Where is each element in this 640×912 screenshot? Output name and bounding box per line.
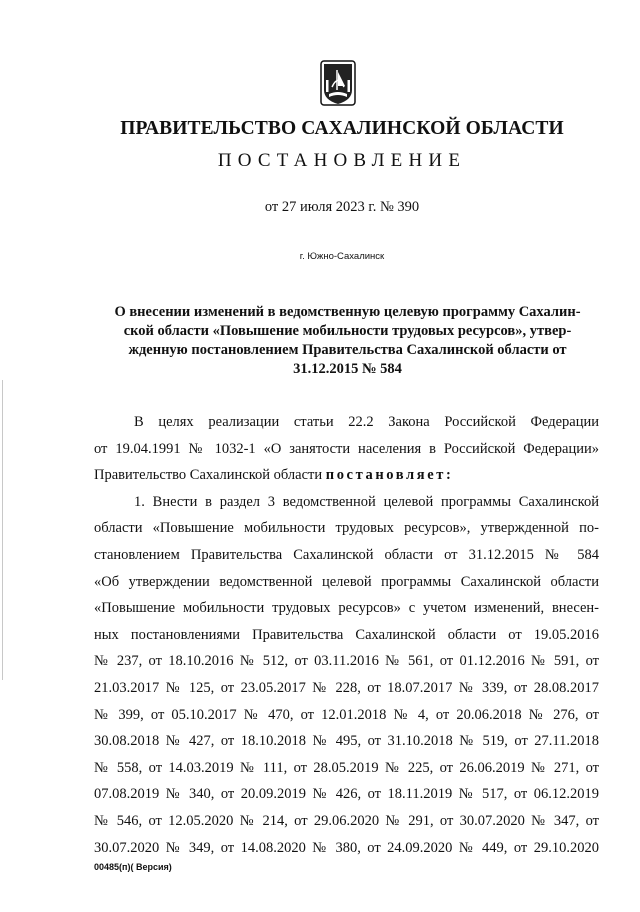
body-line: № 399, от 05.10.2017 № 470, от 12.01.2018 № 4, от 20.06.2018 № 276, от (94, 706, 599, 723)
subject-line: жденную постановлением Правительства Сахалинской области от (128, 342, 567, 358)
document-city: г. Южно-Сахалинск (299, 251, 385, 262)
decree-verb: постановляет: (325, 467, 454, 484)
government-title: ПРАВИТЕЛЬСТВО САХАЛИНСКОЙ ОБЛАСТИ (120, 118, 564, 139)
body-line: становлением Правительства Сахалинской области от 31.12.2015 № 584 (94, 546, 599, 563)
coat-of-arms-emblem (320, 60, 356, 106)
document-body (94, 409, 599, 861)
body-line: № 558, от 14.03.2019 № 111, от 28.05.2019 № 225, от 26.06.2019 № 271, от (94, 759, 599, 776)
body-line: 30.07.2020 № 349, от 14.08.2020 № 380, от 24.09.2020 № 449, от 29.10.2020 (94, 839, 599, 856)
body-line: В целях реализации статьи 22.2 Закона Российской Федерации (134, 414, 599, 430)
body-line: «Повышение мобильности трудовых ресурсов» с учетом изменений, внесен- (94, 600, 599, 617)
body-line-decree (94, 462, 599, 489)
subject-line: ской области «Повышение мобильности трудовых ресурсов», утвер- (123, 323, 572, 339)
body-line: 1. Внести в раздел 3 ведомственной целевой программы Сахалинской (134, 493, 599, 510)
body-line: 30.08.2018 № 427, от 18.10.2018 № 495, от 31.10.2018 № 519, от 27.11.2018 (94, 733, 599, 750)
body-line: от 19.04.1991 № 1032-1 «О занятости населения в Российской Федерации» (94, 440, 599, 457)
body-line: «Об утверждении ведомственной целевой программы Сахалинской области (94, 573, 599, 590)
decree-prefix: Правительство Сахалинской области (94, 467, 326, 484)
body-line: № 237, от 18.10.2016 № 512, от 03.11.2016 № 561, от 01.12.2016 № 591, от (94, 653, 599, 670)
body-line: № 546, от 12.05.2020 № 214, от 29.06.2020 № 291, от 30.07.2020 № 347, от (94, 812, 599, 829)
body-line: области «Повышение мобильности трудовых ресурсов», утвержденной по- (94, 520, 599, 537)
footer-form-code: 00485(п)( Версия) (94, 862, 172, 872)
subject-line: 31.12.2015 № 584 (293, 361, 402, 377)
body-line: ных постановлениями Правительства Сахалинской области от 19.05.2016 (94, 626, 599, 643)
subject-line: О внесении изменений в ведомственную целевую программу Сахалин- (114, 304, 581, 320)
document-type: ПОСТАНОВЛЕНИЕ (217, 150, 467, 171)
document-subject (94, 303, 601, 379)
body-line: 21.03.2017 № 125, от 23.05.2017 № 228, от 18.07.2017 № 339, от 28.08.2017 (94, 679, 599, 696)
document-date-number: от 27 июля 2023 г. № 390 (264, 199, 420, 215)
scan-edge-line (2, 380, 3, 680)
body-line: 07.08.2019 № 340, от 20.09.2019 № 426, от 18.11.2019 № 517, от 06.12.2019 (94, 786, 599, 803)
